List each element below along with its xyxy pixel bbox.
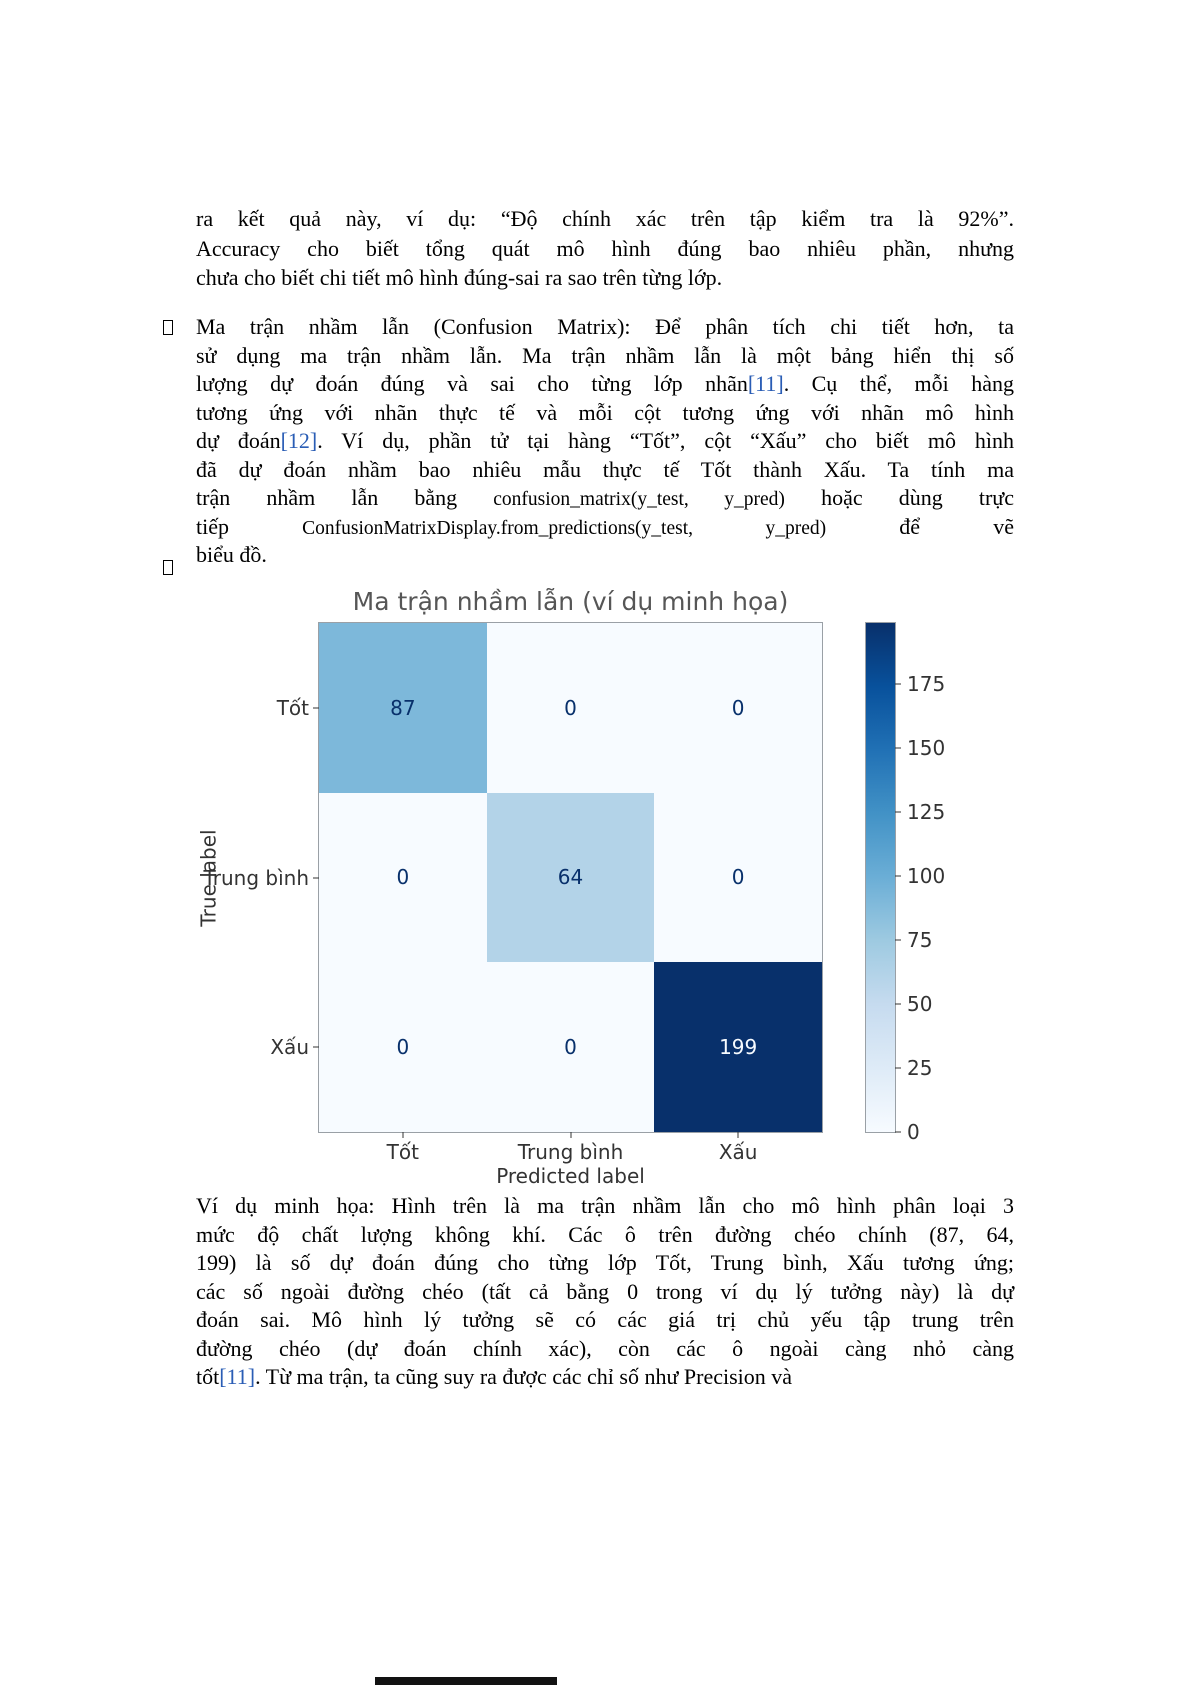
text-line	[196, 513, 1014, 542]
text-segment: lượng dự đoán đúng và sai cho từng lớp nhãn	[196, 371, 748, 396]
caption-paragraph	[196, 1192, 1014, 1392]
text-segment: đoán sai. Mô hình lý tưởng sẽ có các giá trị chủ yếu tập trung trên	[196, 1307, 1014, 1332]
inline-code: ConfusionMatrixDisplay.from_predictions(y_test, y_pred)	[302, 517, 827, 539]
text-segment: hoặc dùng trực	[784, 485, 1014, 510]
text-segment: tương ứng với nhãn thực tế và mỗi cột tương ứng với nhãn mô hình	[196, 399, 1014, 425]
text-segment: Accuracy cho biết tổng quát mô hình đúng bao nhiêu phần, nhưng	[196, 235, 1014, 261]
text-segment: Ví dụ minh họa: Hình trên là ma trận nhầm lẫn cho mô hình phân loại 3	[196, 1193, 1014, 1218]
text-segment: các số ngoài đường chéo (tất cả bằng 0 trong ví dụ lý tưởng này) là dự	[196, 1278, 1014, 1304]
text-segment: tiếp	[196, 513, 303, 539]
colorbar-tick-mark	[895, 1132, 901, 1133]
colorbar-tick-label: 0	[907, 1120, 920, 1144]
heatmap-plot-area	[197, 622, 823, 1188]
x-tick-mark	[402, 1132, 403, 1138]
x-tick-label: Trung bình	[517, 1140, 624, 1164]
text-line	[196, 234, 1014, 264]
matrix-cell: 0	[487, 623, 655, 793]
confusion-matrix-figure	[0, 585, 1191, 1191]
text-line	[196, 263, 1014, 293]
matrix-cell: 0	[319, 793, 487, 963]
citation-link[interactable]: [11]	[219, 1364, 256, 1389]
text-segment: dự đoán	[196, 428, 281, 453]
cropped-bottom-element	[375, 1677, 557, 1685]
x-tick-label: Tốt	[386, 1140, 419, 1164]
x-tick-mark	[570, 1132, 571, 1138]
colorbar-tick-mark	[895, 1004, 901, 1005]
colorbar-tick-mark	[895, 876, 901, 877]
intro-paragraph	[196, 204, 1014, 293]
matrix-cell: 0	[654, 793, 822, 963]
bullet-marker-icon	[163, 320, 173, 335]
colorbar-tick-mark	[895, 1068, 901, 1069]
colorbar-tick-mark	[895, 940, 901, 941]
text-segment: trận nhầm lẫn bằng	[196, 485, 494, 510]
text-line	[196, 1221, 1014, 1250]
text-segment: Ma trận nhầm lẫn (Confusion Matrix): Để phân tích chi tiết hơn, ta	[196, 314, 1014, 339]
text-line	[196, 204, 1014, 234]
colorbar-tick-label: 175	[907, 672, 946, 697]
text-segment: . Từ ma trận, ta cũng suy ra được các chỉ số như Precision và	[255, 1364, 793, 1389]
y-tick-mark	[313, 1047, 319, 1048]
text-line	[196, 1306, 1014, 1335]
chart-title: Ma trận nhầm lẫn (ví dụ minh họa)	[352, 587, 789, 616]
citation-link[interactable]: [11]	[747, 371, 784, 396]
y-axis-label: True label	[197, 828, 221, 927]
colorbar-tick-label: 50	[907, 992, 933, 1017]
y-axis-label-wrap	[197, 623, 221, 1132]
text-segment: 199) là số dự đoán đúng cho từng lớp Tốt, Trung bình, Xấu tương ứng;	[196, 1250, 1014, 1275]
inline-code: confusion_matrix(y_test, y_pred)	[493, 489, 785, 510]
text-segment: tốt	[196, 1364, 220, 1389]
colorbar-tick-mark	[895, 748, 901, 749]
text-segment: mức độ chất lượng không khí. Các ô trên đường chéo chính (87, 64,	[196, 1221, 1014, 1247]
text-line	[196, 399, 1014, 428]
text-segment: để vẽ	[826, 513, 1014, 539]
text-line	[196, 313, 1014, 342]
citation-link[interactable]: [12]	[280, 428, 318, 453]
text-segment: đường chéo (dự đoán chính xác), còn các ô ngoài càng nhỏ càng	[196, 1335, 1014, 1361]
x-tick-mark	[738, 1132, 739, 1138]
x-axis-label: Predicted label	[496, 1164, 645, 1188]
y-tick-label: Tốt	[276, 695, 309, 720]
matrix-cell: 0	[487, 962, 655, 1132]
matrix-cell: 199	[654, 962, 822, 1132]
text-line	[196, 1363, 1014, 1392]
matrix-cell: 0	[654, 623, 822, 793]
y-tick-label: Trung bình	[203, 865, 309, 890]
x-tick-label: Xấu	[718, 1140, 758, 1164]
colorbar-tick-label: 150	[907, 736, 946, 761]
colorbar-tick-label: 75	[907, 928, 933, 953]
text-segment: . Cụ thể, mỗi hàng	[783, 371, 1014, 396]
text-segment: sử dụng ma trận nhầm lẫn. Ma trận nhầm lẫn là một bảng hiển thị số	[196, 342, 1014, 368]
text-line	[196, 342, 1014, 371]
text-segment: đã dự đoán nhầm bao nhiêu mẫu thực tế Tốt thành Xấu. Ta tính ma	[196, 456, 1014, 482]
colorbar-tick-mark	[895, 684, 901, 685]
text-segment: . Ví dụ, phần tử tại hàng “Tốt”, cột “Xấu” cho biết mô hình	[317, 428, 1014, 453]
colorbar	[865, 622, 946, 1144]
colorbar-tick-mark	[895, 812, 901, 813]
empty-bullet-marker-icon	[163, 560, 173, 575]
text-segment: biểu đồ.	[196, 542, 267, 567]
text-line	[196, 541, 1014, 570]
bullet-paragraph	[196, 313, 1014, 570]
text-line	[196, 1192, 1014, 1221]
matrix-cell: 87	[319, 623, 487, 793]
y-tick-mark	[313, 877, 319, 878]
text-line	[196, 1335, 1014, 1364]
text-segment: ra kết quả này, ví dụ: “Độ chính xác trên tập kiểm tra là 92%”.	[196, 206, 1014, 231]
colorbar-tick-label: 25	[907, 1056, 933, 1081]
text-segment: chưa cho biết chi tiết mô hình đúng-sai ra sao trên từng lớp.	[196, 265, 723, 291]
text-line	[196, 370, 1014, 399]
y-tick-label: Xấu	[270, 1035, 309, 1060]
text-line	[196, 456, 1014, 485]
text-line	[196, 427, 1014, 456]
matrix-cell: 64	[487, 793, 655, 963]
text-line	[196, 1278, 1014, 1307]
matrix-cell: 0	[319, 962, 487, 1132]
text-line	[196, 484, 1014, 513]
y-tick-mark	[313, 707, 319, 708]
colorbar-tick-label: 125	[907, 800, 946, 825]
colorbar-tick-label: 100	[907, 864, 946, 889]
text-line	[196, 1249, 1014, 1278]
